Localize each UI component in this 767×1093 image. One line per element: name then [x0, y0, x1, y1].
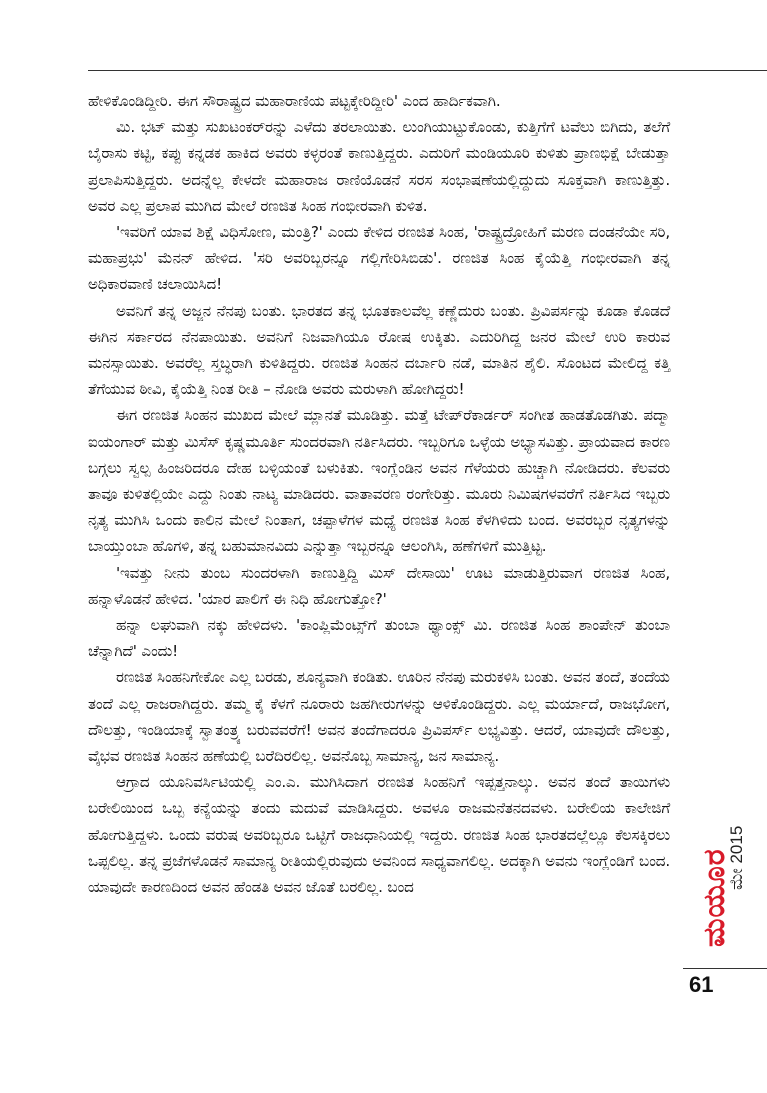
paragraph: 'ಇವರಿಗೆ ಯಾವ ಶಿಕ್ಷೆ ವಿಧಿಸೋಣ, ಮಂತ್ರಿ?' ಎಂದು ಕೇಳಿದ ರಣಜಿತ ಸಿಂಹ, 'ರಾಷ್ಟ್ರದ್ರೋಹಿಗೆ ಮರಣ ದಂಡನೆಯೇ ಸರಿ, ಮಹಾಪ್ರಭು' ಮೆನನ್ ಹೇಳಿದ. 'ಸರಿ ಅವರಿಬ್ಬರನ್ನೂ ಗಲ್ಲಿಗೇರಿಸಿಬಿಡು'. ರಣಜಿತ ಸಿಂಹ ಕೈಯೆತ್ತಿ ಗಂಭೀರವಾಗಿ ತನ್ನ ಅಧಿಕಾರವಾಣಿ ಚಲಾಯಿಸಿದ! — [88, 223, 670, 294]
paragraph: 'ಇವತ್ತು ನೀನು ತುಂಬ ಸುಂದರಳಾಗಿ ಕಾಣುತ್ತಿದ್ದಿ ಮಿಸ್ ದೇಸಾಯಿ' ಊಟ ಮಾಡುತ್ತಿರುವಾಗ ರಣಜಿತ ಸಿಂಹ, ಹನ್ನಾಳೊಡನೆ ಹೇಳಿದ. 'ಯಾರ ಪಾಲಿಗೆ ಈ ನಿಧಿ ಹೋಗುತ್ತೋ?' — [88, 563, 670, 608]
paragraph: ಈಗ ರಣಜಿತ ಸಿಂಹನ ಮುಖದ ಮೇಲೆ ಮ್ಲಾನತೆ ಮೂಡಿತ್ತು. ಮತ್ತೆ ಟೇಪ್‌ರೆಕಾರ್ಡರ್ ಸಂಗೀತ ಹಾಡತೊಡಗಿತು. ಪದ್ಮಾ ಐಯಂಗಾರ್ ಮತ್ತು ಮಿಸೆಸ್ ಕೃಷ್ಣಮೂರ್ತಿ ಸುಂದರವಾಗಿ ನರ್ತಿಸಿದರು. ಇಬ್ಬರಿಗೂ ಒಳ್ಳೆಯ ಅಭ್ಯಾಸವಿತ್ತು. ಪ್ರಾಯವಾದ ಕಾರಣ ಬಗ್ಗಲು ಸ್ವಲ್ಪ ಹಿಂಜರಿದರೂ ದೇಹ ಬಳ್ಳಿಯಂತೆ ಬಳುಕಿತು. ಇಂಗ್ಲೆಂಡಿನ ಅವನ ಗೆಳೆಯರು ಹುಚ್ಚಾಗಿ ನೋಡಿದರು. ಕೆಲವರು ತಾವೂ ಕುಳಿತಲ್ಲಿಯೇ ಎದ್ದು ನಿಂತು ನಾಟ್ಯ ಮಾಡಿದರು. ವಾತಾವರಣ ರಂಗೇರಿತ್ತು. ಮೂರು ನಿಮಿಷಗಳವರೆಗೆ ನರ್ತಿಸಿದ ಇಬ್ಬರು ನೃತ್ಯ ಮುಗಿಸಿ ಒಂದು ಕಾಲಿನ ಮೇಲೆ ನಿಂತಾಗ, ಚಪ್ಪಾಳೆಗಳ ಮಧ್ಯೆ ರಣಜಿತ ಸಿಂಹ ಕೆಳಗಿಳಿದು ಬಂದ. ಅವರಬ್ಬರ ನೃತ್ಯಗಳನ್ನು ಬಾಯ್ತುಂಬಾ ಹೊಗಳಿ, ತನ್ನ ಬಹುಮಾನವಿದು ಎನ್ನುತ್ತಾ ಇಬ್ಬರನ್ನೂ ಆಲಂಗಿಸಿ, ಹಣೆಗಳಿಗೆ ಮುತ್ತಿಟ್ಟ. — [88, 406, 670, 556]
footer-rule — [683, 968, 767, 969]
paragraph: ರಣಜಿತ ಸಿಂಹನಿಗೇಕೋ ಎಲ್ಲ ಬರಡು, ಶೂನ್ಯವಾಗಿ ಕಂಡಿತು. ಊರಿನ ನೆನಪು ಮರುಕಳಿಸಿ ಬಂತು. ಅವನ ತಂದೆ, ತಂದೆಯ ತಂದೆ ಎಲ್ಲ ರಾಜರಾಗಿದ್ದರು. ತಮ್ಮ ಕೈ ಕೆಳಗೆ ನೂರಾರು ಜಹಗೀರುಗಳನ್ನು ಆಳಿಕೊಂಡಿದ್ದರು. ಎಲ್ಲ ಮರ್ಯಾದೆ, ರಾಜಭೋಗ, ದೌಲತ್ತು, ಇಂಡಿಯಾಕ್ಕೆ ಸ್ವಾತಂತ್ರ್ಯ ಬರುವವರೆಗೆ! ಅವನ ತಂದೆಗಾದರೂ ಪ್ರಿವಿಪರ್ಸ್ ಲಭ್ಯವಿತ್ತು. ಆದರೆ, ಯಾವುದೇ ದೌಲತ್ತು, ವೈಭವ ರಣಜಿತ ಸಿಂಹನ ಹಣೆಯಲ್ಲಿ ಬರೆದಿರಲಿಲ್ಲ. ಅವನೊಬ್ಬ ಸಾಮಾನ್ಯ, ಜನ ಸಾಮಾನ್ಯ. — [88, 668, 670, 766]
magazine-logo: ಮಯೂರ — [697, 848, 732, 947]
paragraph: ಆಗ್ರಾದ ಯೂನಿವರ್ಸಿಟಿಯಲ್ಲಿ ಎಂ.ಎ. ಮುಗಿಸಿದಾಗ ರಣಜಿತ ಸಿಂಹನಿಗೆ ಇಪ್ಪತ್ತನಾಲ್ಕು. ಅವನ ತಂದೆ ತಾಯಿಗಳು ಬರೇಲಿಯಿಂದ ಒಬ್ಬ ಕನ್ಯೆಯನ್ನು ತಂದು ಮದುವೆ ಮಾಡಿಸಿದ್ದರು. ಅವಳೂ ರಾಜಮನೆತನದವಳು. ಬರೇಲಿಯ ಕಾಲೇಜಿಗೆ ಹೋಗುತ್ತಿದ್ದಳು. ಒಂದು ವರುಷ ಅವರಿಬ್ಬರೂ ಒಟ್ಟಿಗೆ ರಾಜಧಾನಿಯಲ್ಲಿ ಇದ್ದರು. ರಣಜಿತ ಸಿಂಹ ಭಾರತದಲ್ಲೆಲ್ಲೂ ಕೆಲಸಕ್ಕಿರಲು ಒಪ್ಪಲಿಲ್ಲ. ತನ್ನ ಪ್ರಜೆಗಳೊಡನೆ ಸಾಮಾನ್ಯ ರೀತಿಯಲ್ಲಿರುವುದು ಅವನಿಂದ ಸಾಧ್ಯವಾಗಲಿಲ್ಲ. ಅದಕ್ಕಾಗಿ ಅವನು ಇಂಗ್ಲೆಂಡಿಗೆ ಬಂದ. ಯಾವುದೇ ಕಾರಣದಿಂದ ಅವನ ಹೆಂಡತಿ ಅವನ ಜೊತೆ ಬರಲಿಲ್ಲ. ಬಂದ — [88, 773, 670, 897]
paragraph: ಅವನಿಗೆ ತನ್ನ ಅಜ್ಜನ ನೆನಪು ಬಂತು. ಭಾರತದ ತನ್ನ ಭೂತಕಾಲವೆಲ್ಲ ಕಣ್ಣೆದುರು ಬಂತು. ಪ್ರಿವಿಪರ್ಸನ್ನು ಕೂಡಾ ಕೊಡದೆ ಈಗಿನ ಸರ್ಕಾರದ ನೆನಪಾಯಿತು. ಅವನಿಗೆ ನಿಜವಾಗಿಯೂ ರೋಷ ಉಕ್ಕಿತು. ಎದುರಿಗಿದ್ದ ಜನರ ಮೇಲೆ ಉರಿ ಕಾರುವ ಮನಸ್ಸಾಯಿತು. ಅವರೆಲ್ಲ ಸ್ತಬ್ಧರಾಗಿ ಕುಳಿತಿದ್ದರು. ರಣಜಿತ ಸಿಂಹನ ದರ್ಬಾರಿ ನಡೆ, ಮಾತಿನ ಶೈಲಿ. ಸೊಂಟದ ಮೇಲಿದ್ದ ಕತ್ತಿ ತೆಗೆಯುವ ಠೀವಿ, ಕೈಯೆತ್ತಿ ನಿಂತ ರೀತಿ – ನೋಡಿ ಅವರು ಮರುಳಾಗಿ ಹೋಗಿದ್ದರು! — [88, 301, 670, 399]
paragraph: ಹೇಳಿಕೊಂಡಿದ್ದೀರಿ. ಈಗ ಸೌರಾಷ್ಟ್ರದ ಮಹಾರಾಣಿಯ ಪಟ್ಟಕ್ಕೇರಿದ್ದೀರಿ' ಎಂದ ಹಾರ್ದಿಕವಾಗಿ. — [88, 92, 501, 110]
paragraph: ಹನ್ನಾ ಲಘುವಾಗಿ ನಕ್ಕು ಹೇಳಿದಳು. 'ಕಾಂಪ್ಲಿಮೆಂಟ್ಸ್‌ಗೆ ತುಂಬಾ ಥ್ಯಾಂಕ್ಸ್ ಮಿ. ರಣಜಿತ ಸಿಂಹ ಶಾಂಪೇನ್ ತುಂಬಾ ಚೆನ್ನಾಗಿದೆ' ಎಂದು! — [88, 616, 670, 661]
sidebar-masthead — [685, 805, 755, 955]
paragraph: ಮಿ. ಭಟ್ ಮತ್ತು ಸುಖಟಂಕರ್‌ರನ್ನು ಎಳೆದು ತರಲಾಯಿತು. ಲುಂಗಿಯುಟ್ಟುಕೊಂಡು, ಕುತ್ತಿಗೆಗೆ ಟವೆಲು ಬಿಗಿದು, ತಲೆಗೆ ಬೈರಾಸು ಕಟ್ಟಿ, ಕಪ್ಪು ಕನ್ನಡಕ ಹಾಕಿದ ಅವರು ಕಳ್ಳರಂತೆ ಕಾಣುತ್ತಿದ್ದರು. ಎದುರಿಗೆ ಮಂಡಿಯೂರಿ ಕುಳಿತು ಪ್ರಾಣಭಿಕ್ಷೆ ಬೇಡುತ್ತಾ ಪ್ರಲಾಪಿಸುತ್ತಿದ್ದರು. ಅದನ್ನೆಲ್ಲ ಕೇಳದೇ ಮಹಾರಾಜ ರಾಣಿಯೊಡನೆ ಸರಸ ಸಂಭಾಷಣೆಯಲ್ಲಿದ್ದುದು ಸೂಕ್ತವಾಗಿ ಕಾಣುತ್ತಿತ್ತು. ಅವರ ಎಲ್ಲ ಪ್ರಲಾಪ ಮುಗಿದ ಮೇಲೆ ರಣಜಿತ ಸಿಂಹ ಗಂಭೀರವಾಗಿ ಕುಳಿತ. — [88, 118, 670, 215]
issue-date: ಮೇ 2015 — [727, 825, 746, 890]
top-rule — [88, 70, 767, 71]
page-number: 61 — [689, 972, 714, 997]
article-body — [88, 88, 670, 900]
